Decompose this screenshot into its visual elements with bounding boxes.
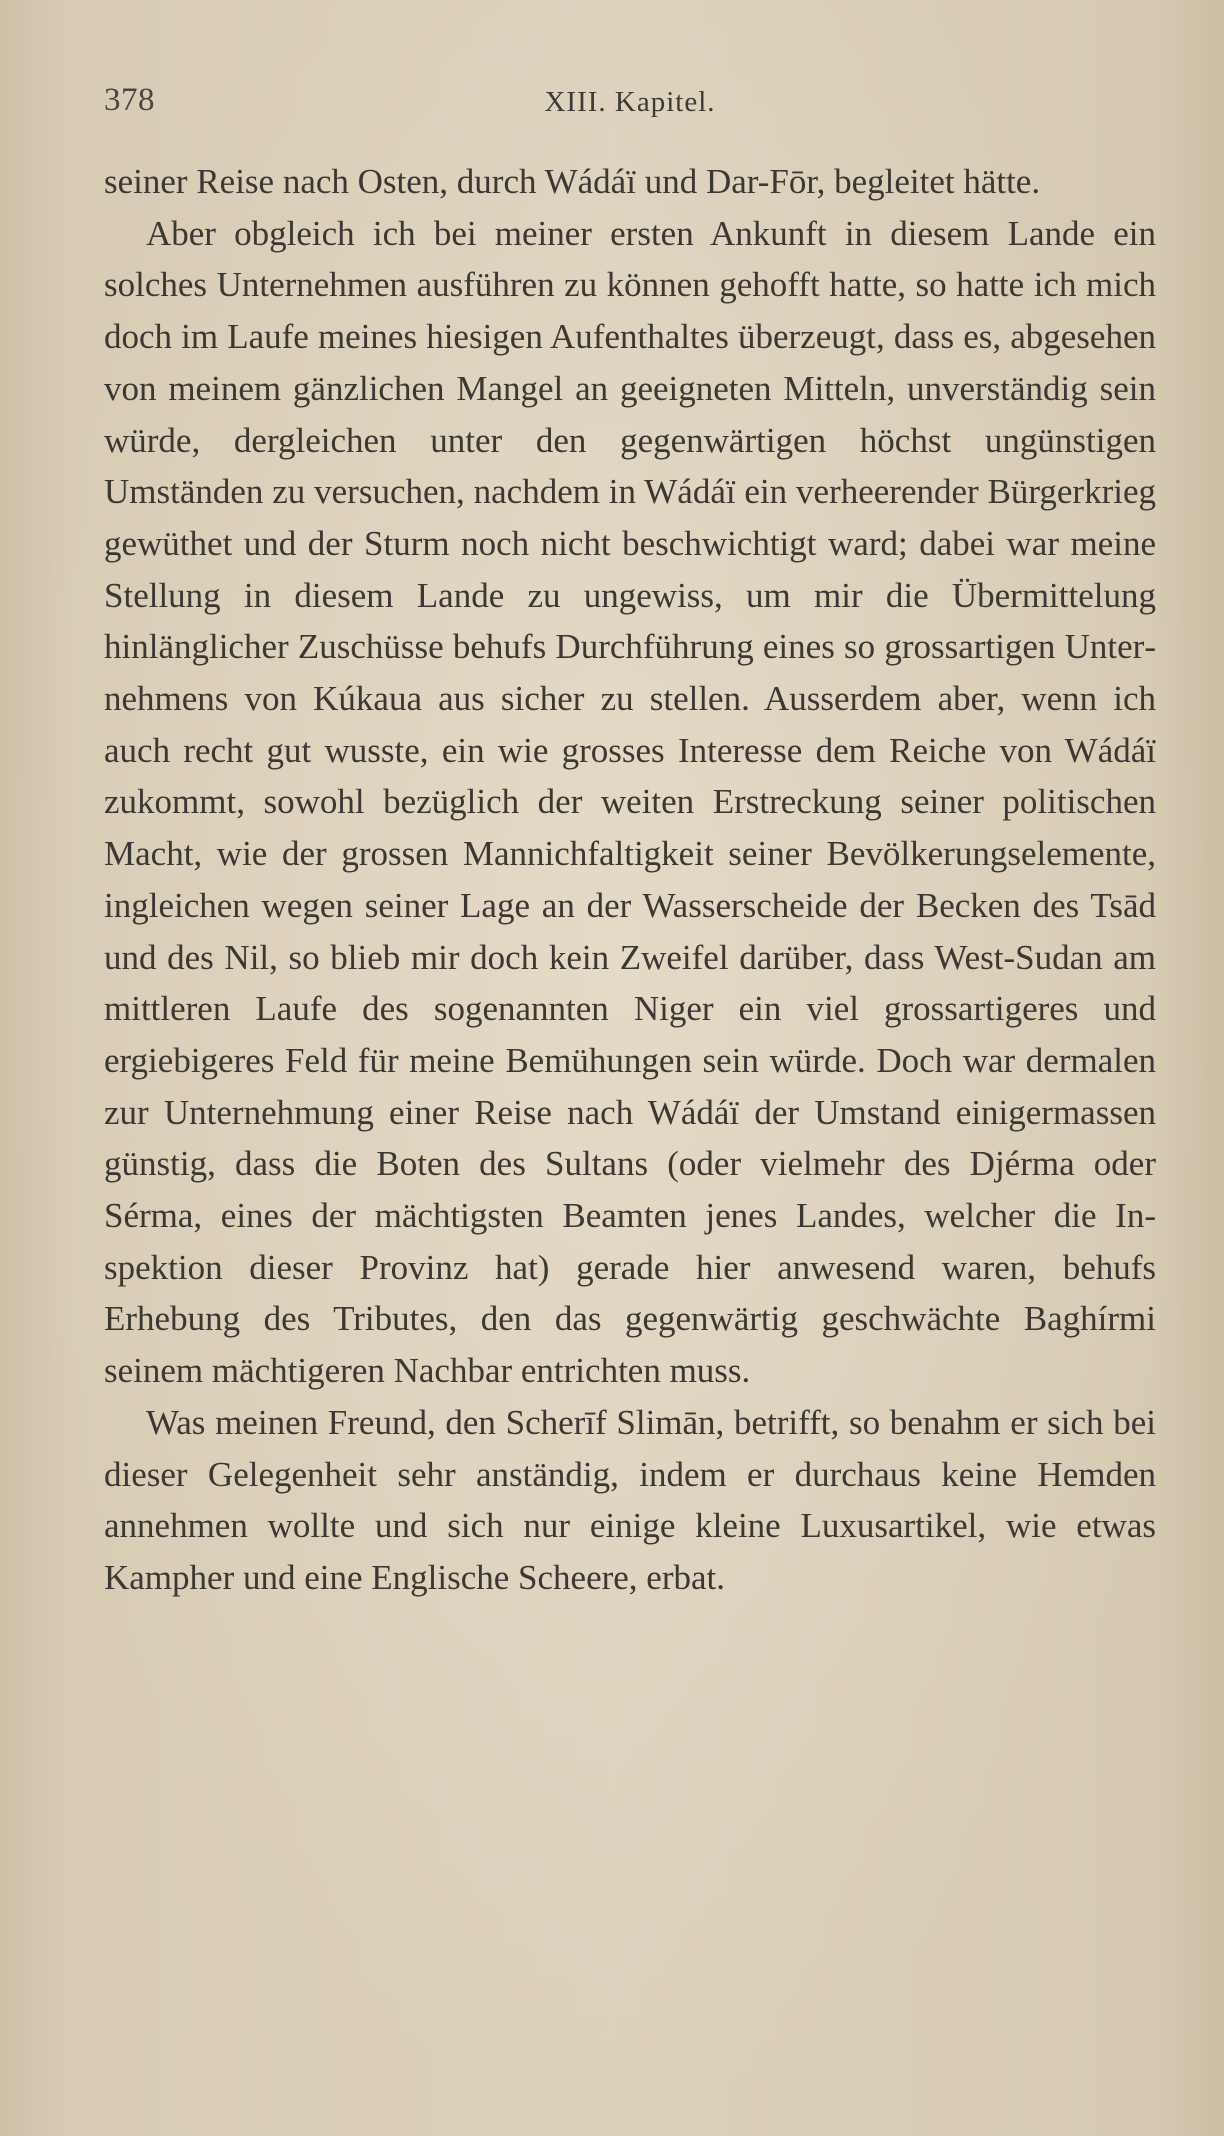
paragraph-continuation: seiner Reise nach Osten, durch Wádáï und Dar-Fōr, begleitet hätte. [104, 162, 1041, 201]
body-text [104, 156, 1156, 1604]
running-head: XIII. Kapitel. [544, 86, 716, 118]
paragraph-sherif-sliman: Was meinen Freund, den Scherīf Slimān, betrifft, so benahm er sich bei dieser Gelegenheit sehr anständig, indem er durchaus keine Hemden annehmen wollte und sich nur einige kleine Luxusartikel, wie etwas Kampher und eine Englische Scheere, erbat. [104, 1402, 1156, 1597]
page-header [104, 82, 1156, 132]
paragraph-wadai-expedition: Aber obgleich ich bei meiner ersten Ankunft in diesem Lande ein solches Unternehmen ausführen zu können gehofft hatte, so hatte ich mich doch im Laufe meines hiesigen Aufenthaltes überzeugt, dass es, abgesehen von meinem gänzlichen Mangel an geeigneten Mitteln, unverständig sein würde, dergleichen unter den gegenwärtigen höchst ungünstigen Umständen zu versuchen, nachdem in Wádáï ein verheerender Bürgerkrieg gewüthet und der Sturm noch nicht beschwichtigt ward; dabei war meine Stellung in diesem Lande zu ungewiss, um mir die Übermittelung hinlänglicher Zuschüsse behufs Durchführung eines so grossartigen Unternehmens von Kúkaua aus sicher zu stellen. Ausserdem aber, wenn ich auch recht gut wusste, ein wie grosses Interesse dem Reiche von Wádáï zukommt, sowohl bezüglich der weiten Erstreckung seiner politischen Macht, wie der grossen Mannichfaltigkeit seiner Bevölkerungselemente, ingleichen wegen seiner Lage an der Wasserscheide der Becken des Tsād und des Nil, so blieb mir doch kein Zweifel darüber, dass West-Sudan am mittleren Laufe des sogenannten Niger ein viel grossartigeres und ergiebigeres Feld für meine Bemühungen sein würde. Doch war dermalen zur Unternehmung einer Reise nach Wádáï der Umstand einigermassen günstig, dass die Boten des Sultans (oder vielmehr des Djérma oder Sérma, eines der mächtigsten Beamten jenes Landes, welcher die Inspektion dieser Provinz hat) gerade hier anwesend waren, behufs Erhebung des Tributes, den das gegenwärtig geschwächte Baghírmi seinem mächtigeren Nachbar entrichten muss. [104, 213, 1156, 1391]
page-number: 378 [104, 82, 155, 118]
